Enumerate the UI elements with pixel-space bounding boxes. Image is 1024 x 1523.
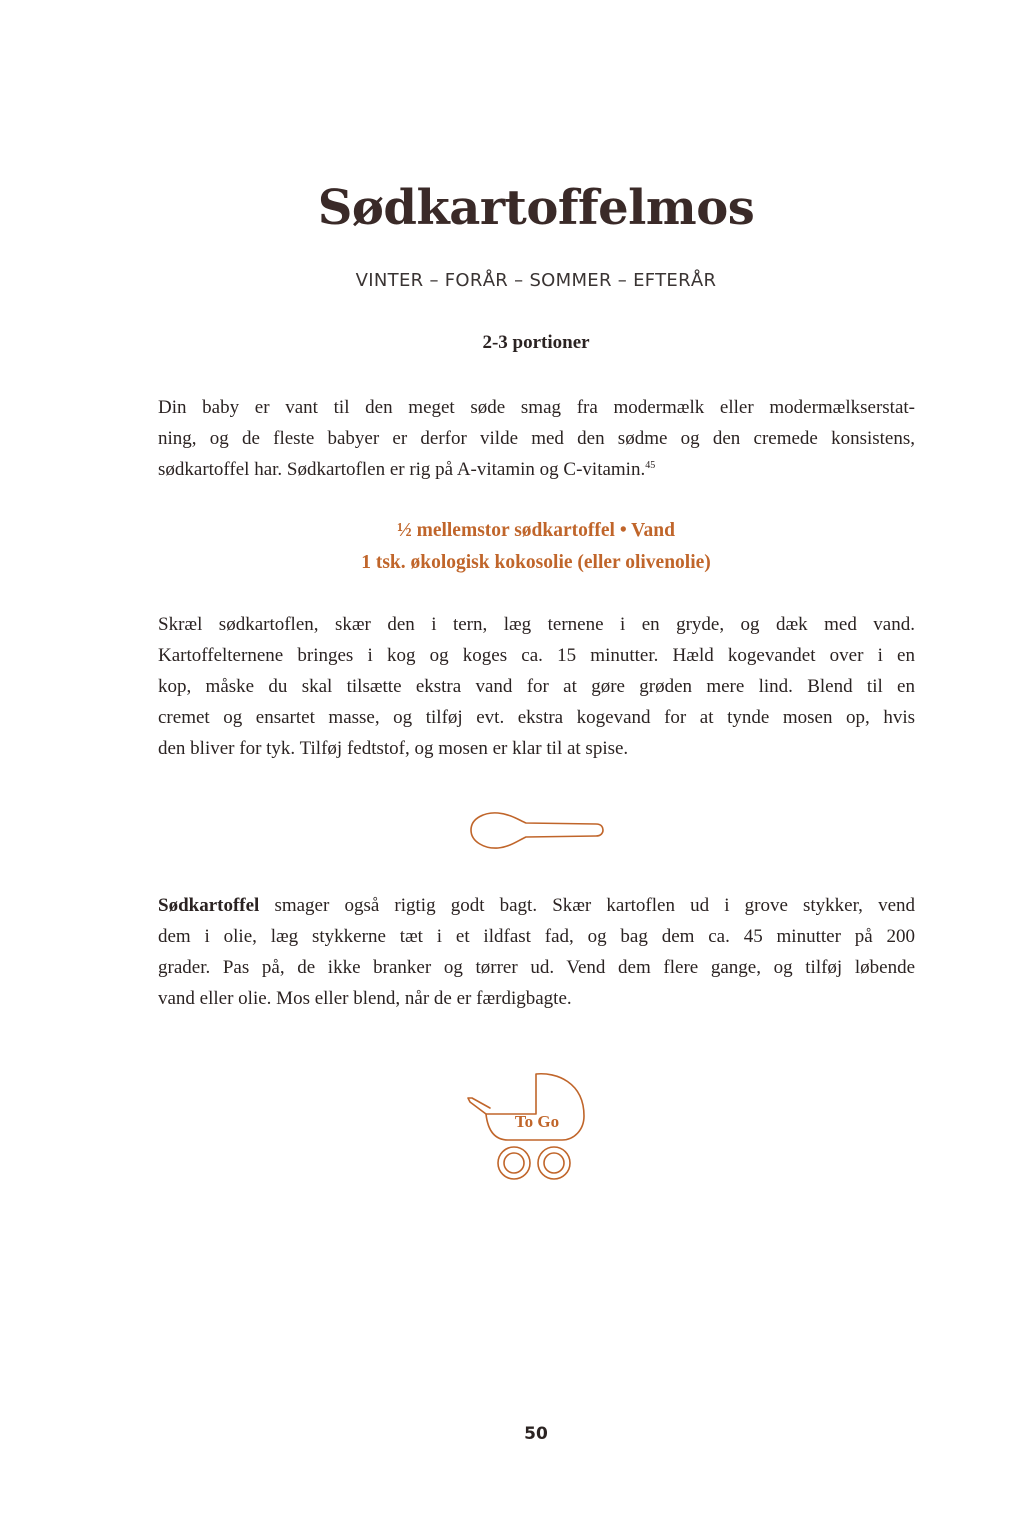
intro-paragraph <box>158 392 915 485</box>
portions-label: 2-3 portioner <box>482 332 590 353</box>
spoon-icon <box>468 809 604 851</box>
extra-paragraph <box>158 890 915 1014</box>
to-go-label: To Go <box>514 1112 560 1131</box>
method-line: kop, måske du skal tilsætte ekstra vand for at gøre grøden mere lind. Blend til en <box>158 676 915 697</box>
intro-line-text: sødkartoffel har. Sødkartoflen er rig på A-vitamin og C-vitamin. <box>158 459 646 480</box>
page-title: Sødkartoffelmos <box>317 180 755 236</box>
method-line: Kartoffelternene bringes i kog og koges ca. 15 minutter. Hæld kogevandet over i en <box>158 645 915 666</box>
method-line: den bliver for tyk. Tilføj fedtstof, og mosen er klar til at spise. <box>158 738 629 759</box>
method-line: cremet og ensartet masse, og tilføj evt. ekstra kogevand for at tynde mosen op, hvis <box>158 707 915 728</box>
method-line: Skræl sødkartoflen, skær den i tern, læg ternene i en gryde, og dæk med vand. <box>158 614 915 635</box>
extra-line: vand eller olie. Mos eller blend, når de er færdigbagte. <box>158 988 572 1009</box>
extra-line: grader. Pas på, de ikke branker og tørrer ud. Vend dem flere gange, og tilføj løbende <box>158 957 915 978</box>
extra-line <box>158 890 915 921</box>
method-paragraph <box>158 609 915 764</box>
ingredient-line: 1 tsk. økologisk kokosolie (eller olivenolie) <box>361 552 711 573</box>
footnote-marker: 45 <box>645 460 656 471</box>
page-number: 50 <box>524 1424 548 1444</box>
seasons-line: VINTER – FORÅR – SOMMER – EFTERÅR <box>355 270 717 291</box>
extra-lead: Sødkartoffel <box>158 895 260 916</box>
intro-line: ning, og de fleste babyer er derfor vilde med den sødme og den cremede konsistens, <box>158 428 915 449</box>
intro-line: Din baby er vant til den meget søde smag fra modermælk eller modermælkserstat- <box>158 397 915 418</box>
ingredient-line: ½ mellemstor sødkartoffel • Vand <box>397 520 675 541</box>
intro-line-last <box>158 454 915 485</box>
extra-line: dem i olie, læg stykkerne tæt i et ildfast fad, og bag dem ca. 45 minutter på 200 <box>158 926 915 947</box>
extra-line-text: smager også rigtig godt bagt. Skær kartoflen ud i grove stykker, vend <box>259 895 915 916</box>
ingredients-list <box>0 515 1024 579</box>
